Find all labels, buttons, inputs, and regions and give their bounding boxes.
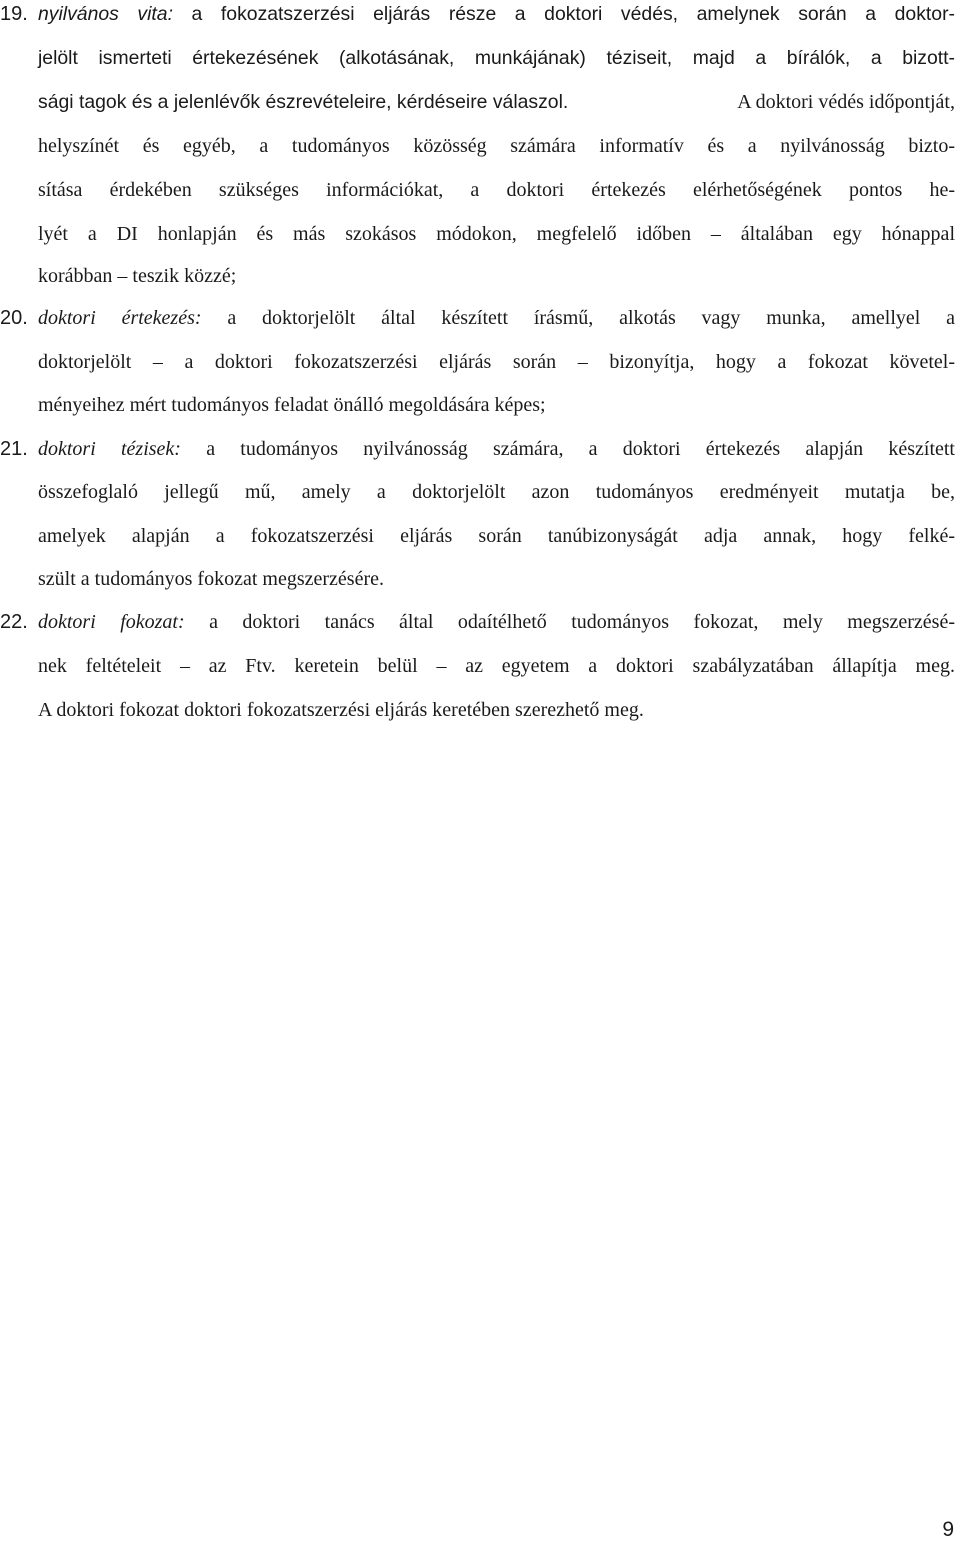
item-line: nek feltételeit – az Ftv. keretein belül – az egyetem a doktori szabályzatában állapítja meg. — [38, 655, 955, 677]
item-number: 21. — [0, 438, 28, 460]
item-line: A doktori fokozat doktori fokozatszerzési eljárás keretében szerezhető meg. — [38, 699, 644, 721]
page-number: 9 — [942, 1518, 954, 1541]
item-line — [38, 2, 955, 26]
definition-term: doktori tézisek: — [38, 438, 181, 460]
item-line: lyét a DI honlapján és más szokásos módokon, megfelelő időben – általában egy hónappal — [38, 223, 955, 245]
definition-term: nyilvános vita: — [38, 3, 173, 25]
item-number: 22. — [0, 611, 28, 633]
item-number: 20. — [0, 307, 28, 329]
item-line: amelyek alapján a fokozatszerzési eljárás során tanúbizonyságát adja annak, hogy felké- — [38, 525, 955, 547]
item-text: a doktorjelölt által készített írásmű, alkotás vagy munka, amellyel a — [201, 307, 956, 329]
item-line: szült a tudományos fokozat megszerzésére. — [38, 568, 384, 590]
item-line: doktorjelölt – a doktori fokozatszerzési eljárás során – bizonyítja, hogy a fokozat követel- — [38, 351, 955, 373]
item-text: A doktori védés időpontját, — [737, 91, 955, 113]
item-text: a tudományos nyilvánosság számára, a doktori értekezés alapján készített — [180, 438, 955, 460]
item-number: 19. — [0, 3, 28, 25]
item-text: a doktori tanács által odaítélhető tudományos fokozat, mely megszerzésé- — [184, 611, 955, 633]
item-line — [38, 306, 955, 330]
item-line — [38, 437, 955, 461]
item-line — [38, 610, 955, 634]
item-line: korábban – teszik közzé; — [38, 265, 237, 287]
item-line: helyszínét és egyéb, a tudományos közösség számára informatív és a nyilvánosság bizto- — [38, 135, 955, 157]
item-line: ményeihez mért tudományos feladat önálló megoldására képes; — [38, 394, 546, 416]
item-line — [38, 90, 955, 114]
item-text: sági tagok és a jelenlévők észrevételeire, kérdéseire válaszol. — [38, 91, 569, 113]
item-line: sítása érdekében szükséges információkat, a doktori értekezés elérhetőségének pontos he- — [38, 179, 955, 201]
item-line: összefoglaló jellegű mű, amely a doktorjelölt azon tudományos eredményeit mutatja be, — [38, 481, 955, 503]
definition-term: doktori fokozat: — [38, 611, 185, 633]
definition-term: doktori értekezés: — [38, 307, 202, 329]
item-line: jelölt ismerteti értekezésének (alkotásának, munkájának) téziseit, majd a bírálók, a bizott- — [38, 47, 955, 69]
item-text: a fokozatszerzési eljárás része a doktori védés, amelynek során a doktor- — [172, 3, 955, 25]
